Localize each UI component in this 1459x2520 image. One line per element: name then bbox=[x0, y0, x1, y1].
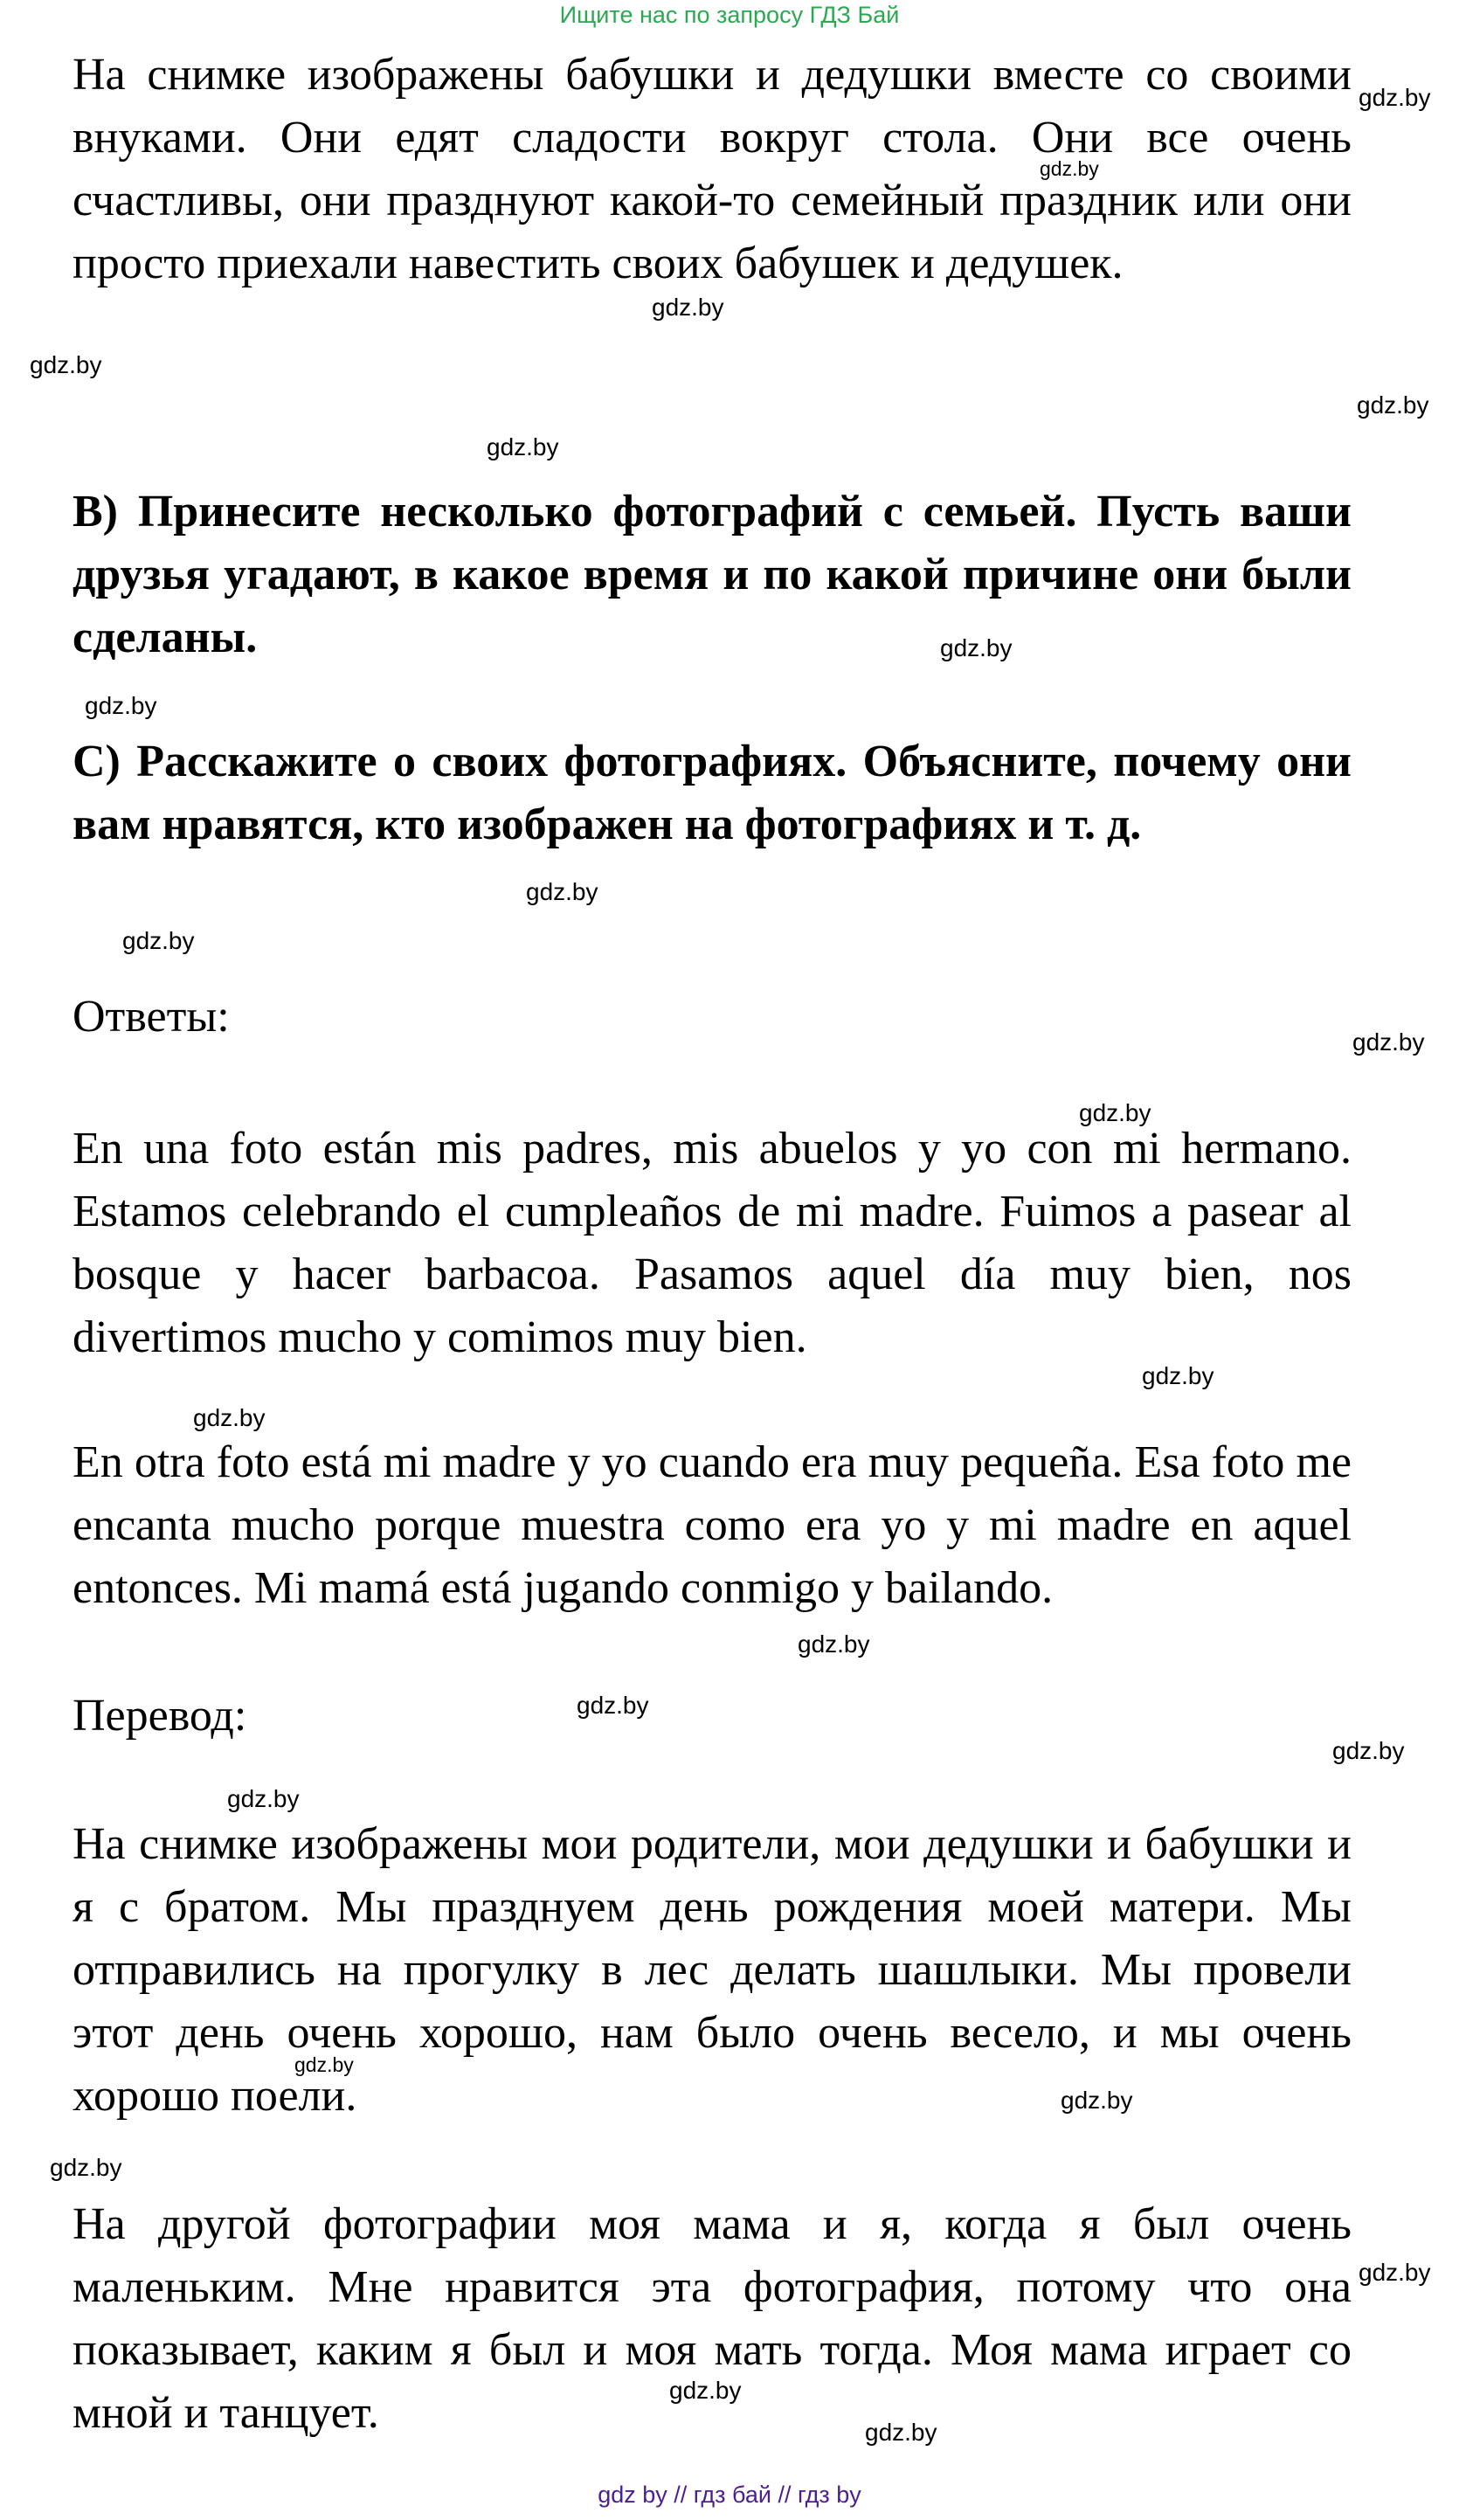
watermark: gdz.by bbox=[30, 351, 102, 378]
watermark: gdz.by bbox=[193, 1404, 266, 1431]
russian-translation-2: На другой фотографии моя мама и я, когда я был очень маленьким. Мне нравится эта фотография, потому что она показывает, каким я был и моя мать тогда. Моя мама играет со мной и танцует. bbox=[73, 2199, 1352, 2438]
watermark: gdz.by bbox=[227, 1785, 300, 1812]
watermark: gdz.by bbox=[865, 2419, 937, 2446]
watermark: gdz.by bbox=[940, 634, 1013, 661]
watermark: gdz.by bbox=[122, 927, 195, 954]
watermark: gdz.by bbox=[85, 692, 157, 719]
watermark: gdz.by bbox=[669, 2377, 742, 2404]
footer-links: gdz by // гдз бай // гдз by bbox=[598, 2482, 861, 2508]
spanish-answer-2: En otra foto está mi madre y yo cuando era muy pequeña. Esa foto me encanta mucho porque muestra como era yo y mi madre en aquel entonces. Mi mamá está jugando conmigo y bailando. bbox=[73, 1437, 1352, 1613]
answers-label: Ответы: bbox=[73, 992, 230, 1042]
watermark: gdz.by bbox=[1040, 157, 1099, 180]
watermark: gdz.by bbox=[1079, 1099, 1151, 1126]
watermark: gdz.by bbox=[1359, 2259, 1431, 2286]
spanish-answer-1: En una foto están mis padres, mis abuelos y yo con mi hermano. Estamos celebrando el cumpleaños de mi madre. Fuimos a pasear al bosque y hacer barbacoa. Pasamos aquel día muy bien, nos divertimos mucho y comimos muy bien. bbox=[73, 1124, 1352, 1362]
watermark: gdz.by bbox=[652, 294, 724, 321]
task-c-heading: C) Расскажите о своих фотографиях. Объясните, почему они вам нравятся, кто изображен на фотографиях и т. д. bbox=[73, 737, 1352, 849]
task-b-heading: B) Принесите несколько фотографий с семьей. Пусть ваши друзья угадают, в какое время и по какой причине они были сделаны. bbox=[73, 487, 1352, 662]
watermark: gdz.by bbox=[294, 2053, 354, 2076]
russian-translation-1: На снимке изображены мои родители, мои дедушки и бабушки и я с братом. Мы празднуем день рождения моей матери. Мы отправились на прогулку в лес делать шашлыки. Мы провели этот день очень хорошо, нам было очень весело, и мы очень хорошо поели. bbox=[73, 1819, 1352, 2121]
watermark: gdz.by bbox=[1357, 391, 1429, 419]
watermark: gdz.by bbox=[1332, 1737, 1405, 1764]
watermark: gdz.by bbox=[1359, 84, 1431, 111]
watermark: gdz.by bbox=[526, 878, 598, 905]
watermark: gdz.by bbox=[577, 1692, 649, 1719]
watermark: gdz.by bbox=[50, 2154, 122, 2181]
watermark: gdz.by bbox=[1142, 1362, 1214, 1389]
watermark: gdz.by bbox=[487, 433, 559, 460]
watermark: gdz.by bbox=[1352, 1028, 1425, 1056]
watermark: gdz.by bbox=[1061, 2087, 1133, 2114]
watermark: gdz.by bbox=[798, 1630, 870, 1658]
intro-paragraph: На снимке изображены бабушки и дедушки вместе со своими внуками. Они едят сладости вокруг стола. Они все очень счастливы, они празднуют какой-то семейный праздник или они просто приехали навестить своих бабушек и дедушек. bbox=[73, 50, 1352, 288]
translation-label: Перевод: bbox=[73, 1691, 247, 1741]
top-banner: Ищите нас по запросу ГДЗ Бай bbox=[559, 2, 900, 28]
